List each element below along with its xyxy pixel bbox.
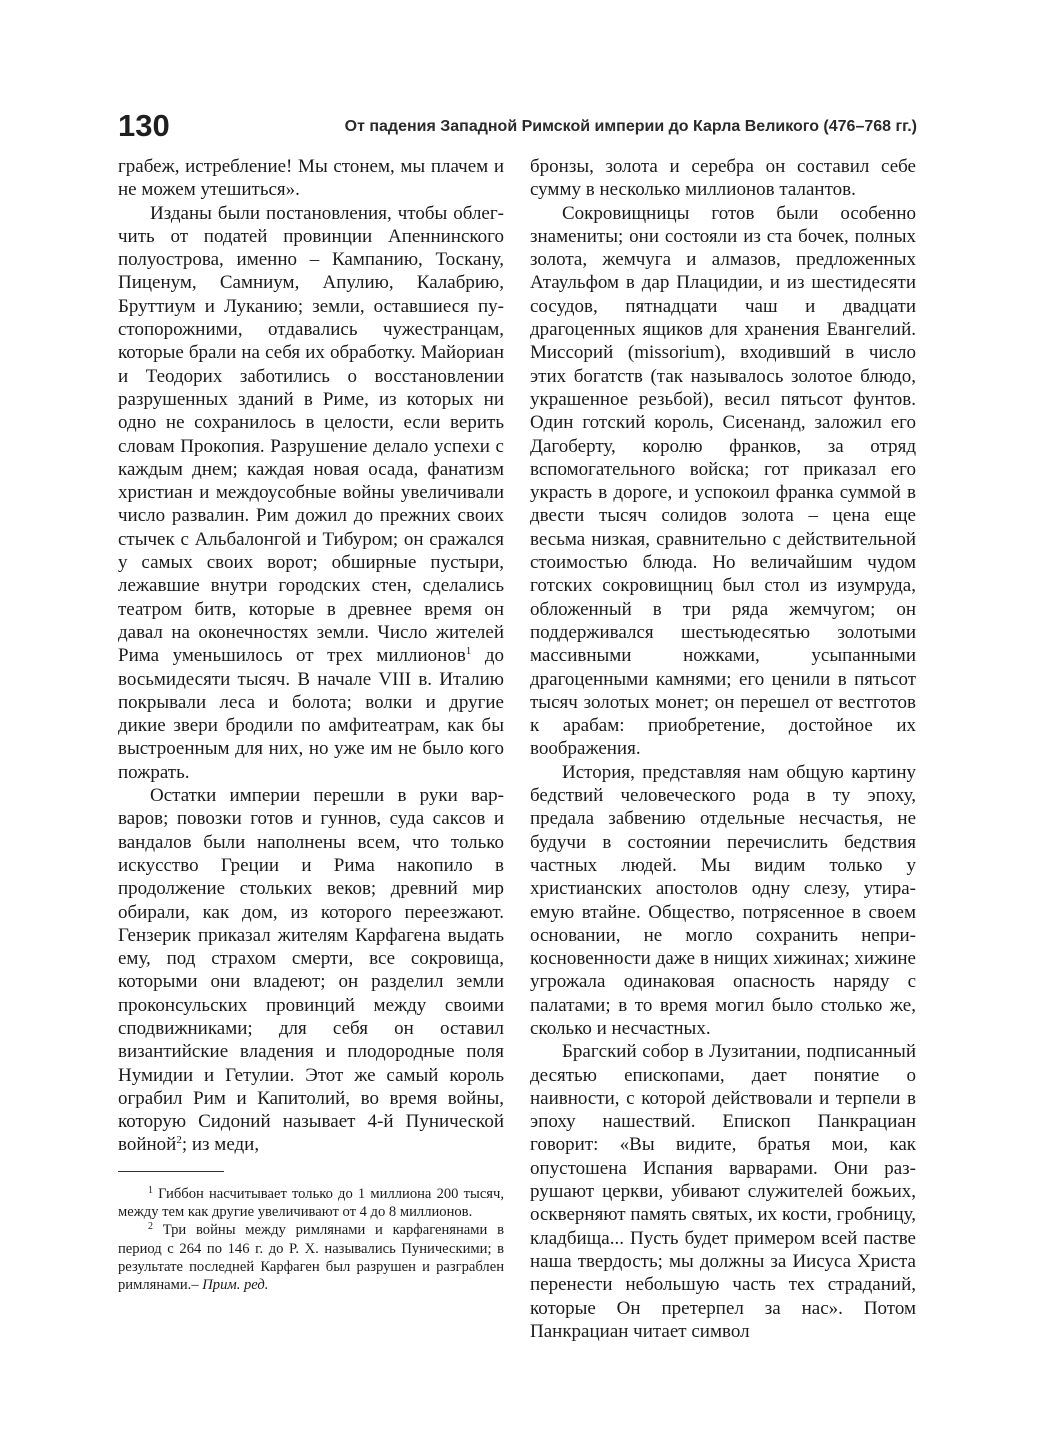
running-title: От падения Западной Римской империи до Карла Великого (476–768 гг.): [344, 118, 917, 135]
paragraph: бронзы, золота и серебра он составил себе сумму в несколько миллионов талантов.: [530, 156, 916, 201]
page-number: 130: [118, 108, 170, 143]
left-column: [118, 155, 504, 1157]
footnote-ref: 2: [176, 1134, 182, 1147]
right-column: [530, 155, 916, 1343]
paragraph: грабеж, истребление! Мы стонем, мы плачем и не можем утешиться».: [118, 156, 504, 201]
paragraph: Остатки империи перешли в руки варваров; повозки готов и гуннов, суда саксов и вандалов были наполнены всем, что только искусство Греции и Рима накопило в продолжение стольких веков; древний мир обирали, как дом, из которого переезжают. Гензерик приказал жителям Карфагена выдать ему, под страхом смерти, все сокровища, которыми они владеют; он разделил земли проконсульских провинций между своими сподвижниками; для себя он оставил византийские владения и плодородные поля Нумидии и Гетулии. Этот же самый король ограбил Рим и Капитолий, во время войны, которую Сидоний называет 4-й Пунической войной$^2$; из меди,: [118, 785, 504, 1156]
footnote: $^1$ Гиббон насчитывает только до 1 миллиона 200 тысяч, между тем как другие увеличивают от 4 до 8 миллионов.: [118, 1185, 504, 1221]
footnote-ref: 1: [465, 645, 472, 658]
paragraph: Изданы были постановления, чтобы облегчить от податей провинции Апеннинского полуострова, именно – Кампанию, Тоскану, Пиценум, Самниум, Апулию, Калабрию, Бруттиум и Луканию; земли, оставшиеся пустопорожними, отдавались чужестранцам, которые брали на себя их обработку. Майориан и Теодорих заботились о восстановлении разрушенных зданий в Риме, из которых ни одно не сохранилось в целости, если верить словам Прокопия. Разрушение делало успехи с каждым днем; каждая новая осада, фанатизм христиан и междоусобные войны увеличивали число развалин. Рим дожил до прежних своих стычек с Альбалонгой и Тибуром; он сражался у самых своих ворот; обширные пустыри, лежавшие внутри городских стен, сделались театром битв, которые в древнее время он давал на оконечностях земли. Число жителей Рима уменьшилось от трех миллионов$^1$ до восьмидесяти тысяч. В начале VIII в. Италию покрывали леса и болота; волки и другие дикие звери бродили по амфитеатрам, как бы выстроенным для них, но уже им не было кого пожрать.: [118, 202, 504, 783]
footnote: $^2$ Три войны между римлянами и карфагенянами в период с 264 по 146 г. до Р. Х. назывались Пуническими; в результате последней Карфаген был разрушен и разграблен римлянами.– Прим. ред.: [118, 1221, 504, 1294]
paragraph: История, представляя нам общую картину бедствий человеческого рода в ту эпоху, предала забвению отдельные несчастья, не будучи в состоянии перечислить бедствия частных людей. Мы видим только у христианских апостолов одну слезу, утираемую втайне. Общество, потрясенное в своем основании, не могло сохранить неприкосновенности даже в нищих хижинах; хижине угрожала одинаковая опасность наряду с палатами; в то время могил было столько же, сколько и несчастных.: [530, 761, 916, 1039]
footnote-divider: [118, 1171, 224, 1172]
paragraph: Сокровищницы готов были особенно знамениты; они состояли из ста бочек, полных золота, жемчуга и алмазов, предложенных Атаульфом в дар Плацидии, и из шестидесяти сосудов, пятнадцати чаш и двадцати драгоценных ящиков для хранения Евангелий. Миссорий (missorium), входивший в число этих богатств (так называлось золотое блюдо, украшенное резьбой), весил пятьсот фунтов. Один готский король, Сисенанд, заложил его Дагоберту, королю франков, за отряд вспомогательного войска; гот приказал его украсть в дороге, и успокоил франка суммой в двести тысяч солидов золота – цена еще весьма низкая, сравнительно с действительной стоимостью блюда. Но величайшим чудом готских сокровищниц был стол из изумруда, обложенный в три ряда жемчугом; он поддерживался шестьюдесятью золотыми массивными ножками, усыпанными драгоценными камнями; его ценили в пятьсот тысяч золотых монет; он перешел от вестготов к арабам: приобретение, достойное их воображения.: [530, 202, 916, 760]
footnotes: [118, 1185, 504, 1294]
editor-note: Прим. ред.: [202, 1277, 269, 1294]
paragraph: Брагский собор в Лузитании, подписанный десятью епископами, дает понятие о наивности, с которой действовали и терпели в эпоху нашествий. Епископ Панкрациан говорит: «Вы видите, братья мои, как опустошена Испания варварами. Они разрушают церкви, убивают служителей божьих, оскверняют память святых, их кости, гробницу, кладбища... Пусть будет примером всей пастве наша твердость; мы должны за Иисуса Христа перенести небольшую часть тех страданий, которые Он претерпел за нас». Потом Панкрациан читает символ: [530, 1041, 916, 1342]
page-header: [118, 108, 917, 144]
